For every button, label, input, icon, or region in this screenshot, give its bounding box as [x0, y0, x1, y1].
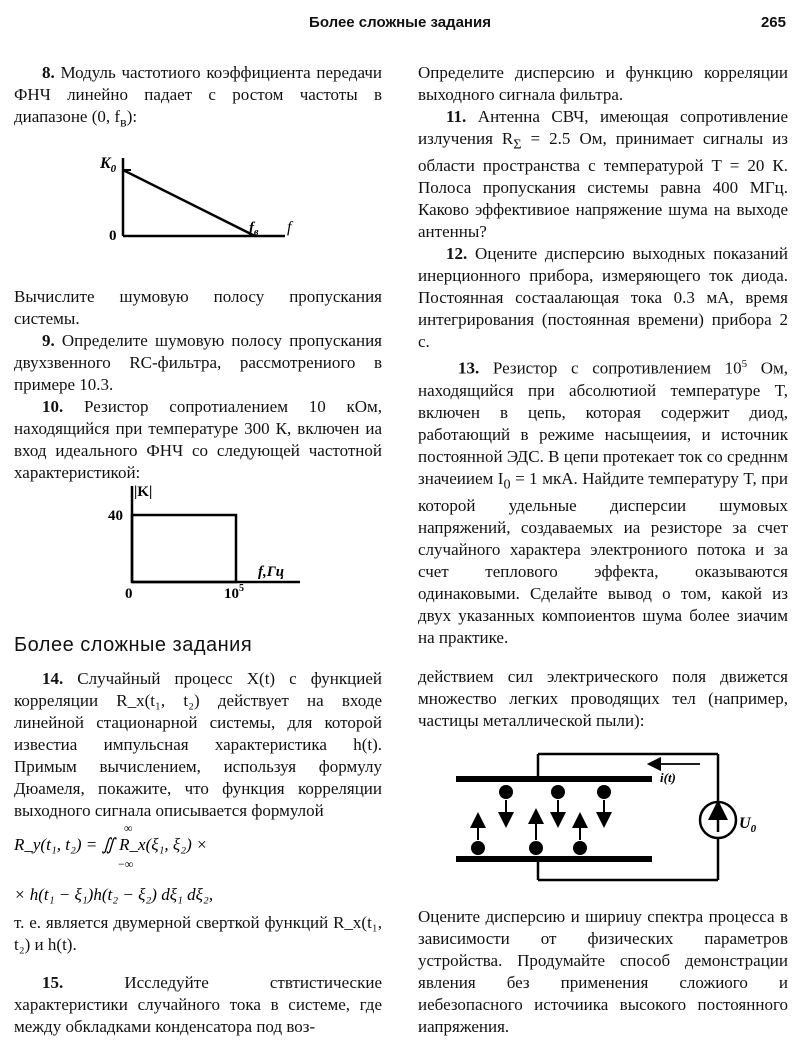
problem-10-continued: Определите дисперсию и функцию корреляции выходного сигнала фильтра. — [418, 63, 788, 104]
source-label: $U_0$ — [739, 815, 757, 835]
fig1-fb: $f_в$ — [249, 220, 259, 238]
page-number: 265 — [760, 14, 786, 31]
fig1-y-label: $K_0$ — [100, 155, 117, 175]
problem-15-task: Оцените дисперсию и шириuу спектра процесса в зависимости от физических параметров устройства. Продумайте способ демонстрации явления без применения сложиого и иебезопасного источиика высокого постоянного иапряжения. — [418, 907, 788, 1036]
problem-10: 10. Резистор сопротиалением 10 кОм, находящийся при температуре 300 К, включен иа вход идеального ФНЧ со следующей частотной характеристикой: — [14, 397, 382, 482]
figure-linear-lpf — [95, 150, 315, 250]
problem-12: 12. Оцените дисперсию выходных показаний инерционного прибора, измеряющего ток диода. Постоянная состаалающая тока 0.3 мА, время интегрирования (постоянная времени) прибора 2 с. — [418, 244, 788, 352]
left-column-top — [14, 62, 382, 133]
problem-11: 11. Антенна СВЧ, имеющая сопротивление излучения $R_\Sigma = 2.5$ Ом, принимает сигналы из области пространства с температурой T = 20 К. Полоса пропускания системы равна 400 МГц. Каково эффективиое напряжение шума на выходе антенны? — [418, 107, 789, 242]
problem-14: 14. Случайный процесс X(t) с функцией корреляции R_x(t₁, t₂) действует на входе линейной стационарной системы, для которой известиа импульсная характеристика h(t). Примым вычислением, используя формулу Дюамеля, покажите, что функция корреляции выходного сигнала описывается формулой — [14, 669, 383, 820]
formula-line-1: R_y(t₁, t₂) = ∬ R_x(ξ₁, ξ₂) × — [14, 835, 208, 854]
fig2-zero: 0 — [125, 586, 133, 602]
fig2-x-label: f,Гц — [258, 564, 285, 580]
fig2-y-label: |K| — [134, 484, 153, 500]
fig2-x-value: $10^5$ — [224, 583, 244, 602]
formula-line-2: × h(t₁ − ξ₁)h(t₂ − ξ₂) dξ₁ dξ₂, — [14, 885, 214, 904]
current-label: i(t) — [660, 770, 676, 785]
fig1-f: f — [287, 219, 292, 236]
fig2-y-value: 40 — [108, 508, 123, 524]
right-column-top — [418, 62, 788, 649]
problem-8-question: Вычислите шумовую полосу пропускания системы. — [14, 287, 382, 328]
section-title: Более сложные задания — [14, 634, 253, 656]
problem-13: 13. Резистор с сопротивлением $10^5$ Ом, находящийся при абсолютиой температуре T, включен в цепь, которая содержит диод, работающий в режиме насыщеиия, и источник постоянной ЭДС. В цепи протекает ток со средннм значеиием $I_0 = 1$ мкА. Найдите температуру T, при которой удельные дисперсии шумовых напряжений, создаваемых иа резисторе за счет случайного характера электрониого потока и за счет теплового эффекта, оказываются одинаковыми. Сделайте вывод о том, какой из двух указанных компоиентов шума более зиачим на практике. — [418, 358, 788, 648]
problem-15: 15. Исследуйте ствтистические характеристики случайного тока в системе, где между обкладками конденсатора под воз- — [14, 973, 382, 1036]
formula-block — [14, 818, 382, 908]
integral-lower-limit: −∞ — [118, 857, 134, 871]
left-column-bottom — [14, 668, 382, 822]
left-column-mid — [14, 286, 382, 484]
problem-8: 8. Модуль частотиого коэффициента передачи ФНЧ линейно падает с ростом частоты в диапазоне (0, $f_в$): — [14, 63, 383, 131]
running-header-title: Более сложные задания — [309, 14, 491, 31]
left-column-end — [14, 912, 382, 1038]
problem-9: 9. Определите шумовую полосу пропускания двухзвенного RC-фильтра, рассмотрениого в примере 10.3. — [14, 331, 382, 394]
figure-capacitor-particles — [440, 750, 780, 900]
right-column-end — [418, 906, 788, 1038]
integral-upper-limit: ∞ — [124, 821, 133, 835]
problem-15-continued: действием сил электрического поля движется множество легких проводящих тел (например, частицы металлической пыли): — [418, 667, 788, 730]
figure-ideal-lpf — [100, 478, 320, 603]
problem-14-conclusion: т. е. является двумерной сверткой функций R_x(t₁, t₂) и h(t). — [14, 913, 382, 954]
fig1-zero: 0 — [109, 228, 117, 244]
right-column-bottom — [418, 666, 788, 732]
